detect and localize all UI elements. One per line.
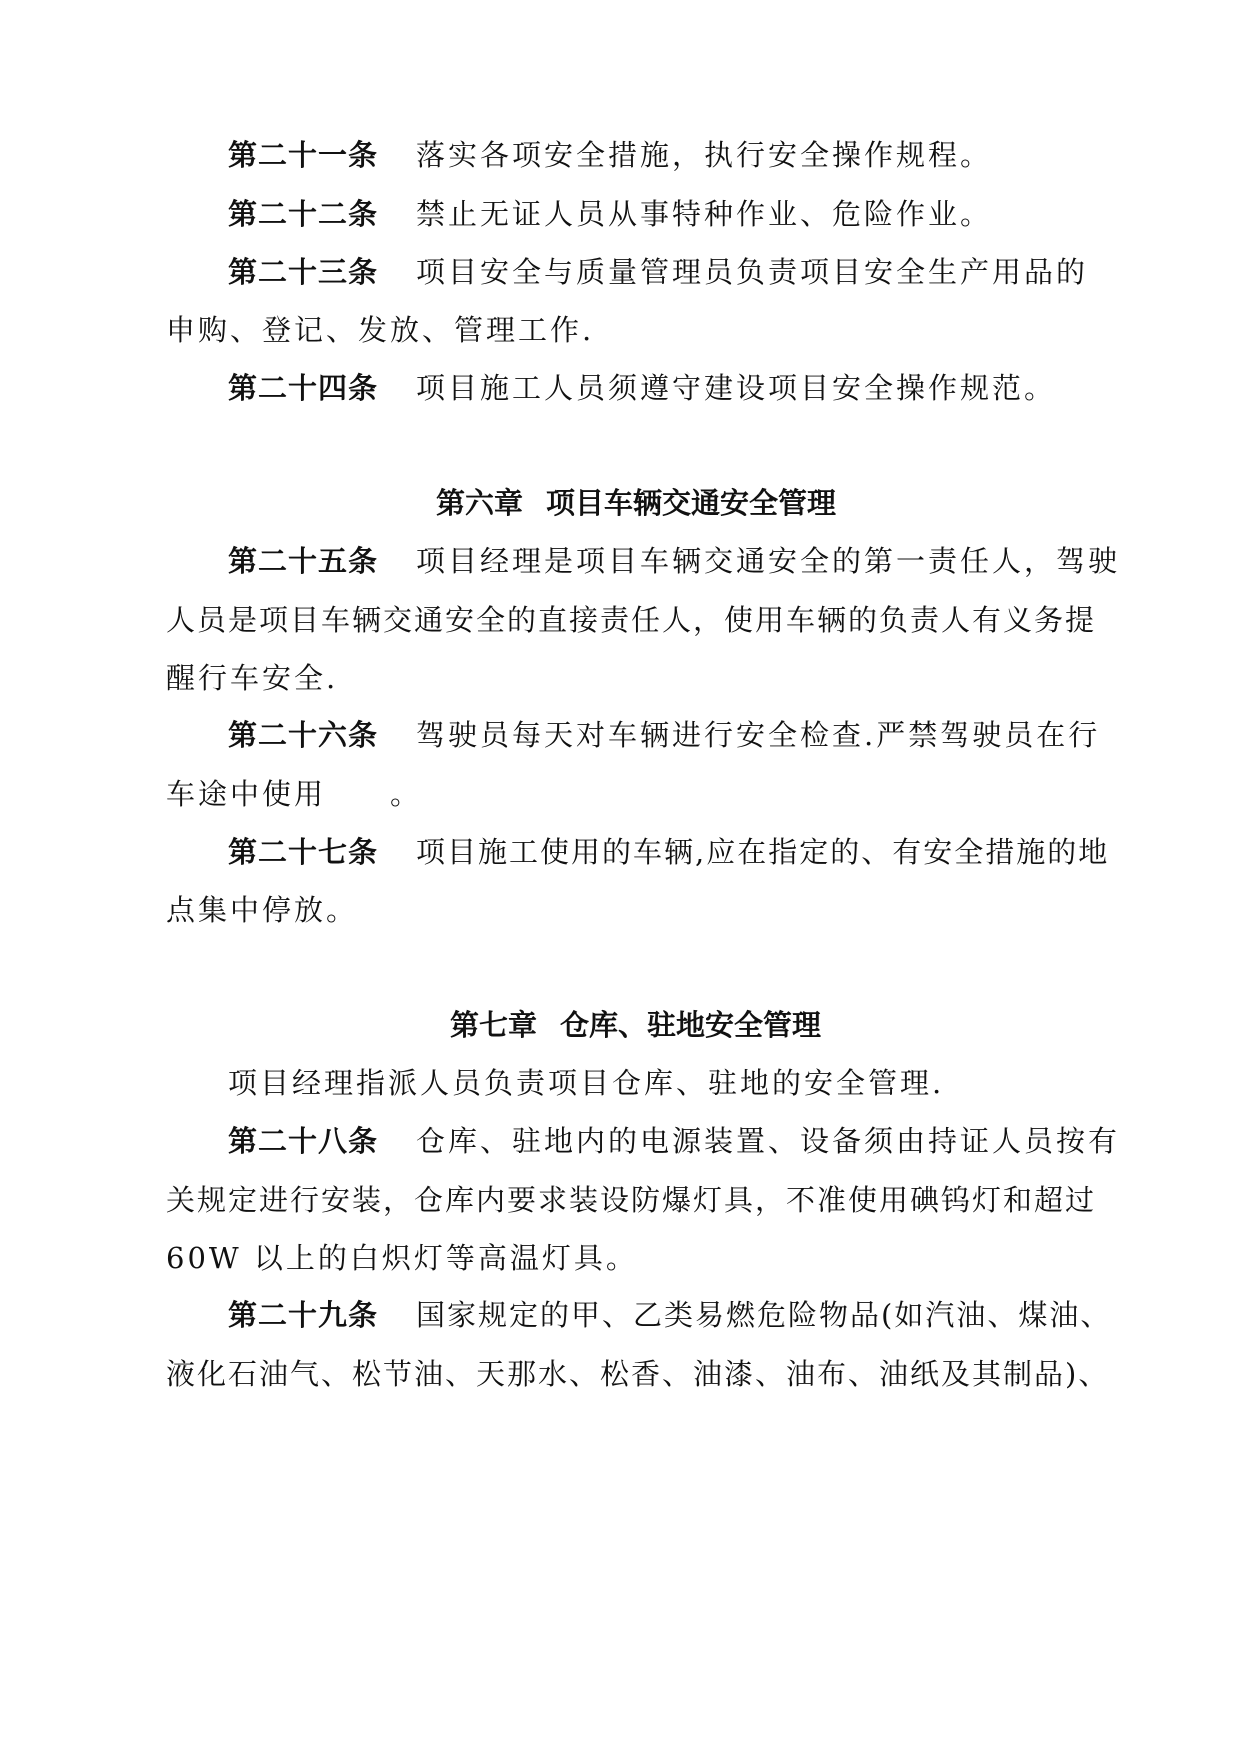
article-text: 液化石油气、松节油、天那水、松香、油漆、油布、油纸及其制品)、	[166, 1357, 1110, 1391]
article-number: 第二十三条	[228, 255, 379, 289]
article-number: 第二十六条	[228, 718, 379, 752]
article-number: 第二十五条	[228, 544, 379, 578]
article-25-continuation-1	[0, 590, 1241, 650]
intro-text: 项目经理指派人员负责项目仓库、驻地的安全管理.	[228, 1066, 945, 1100]
article-text: 驾驶员每天对车辆进行安全检查.严禁驾驶员在行	[416, 718, 1101, 752]
article-text: 仓库、驻地内的电源装置、设备须由持证人员按有	[416, 1124, 1121, 1158]
article-number: 第二十八条	[228, 1124, 379, 1158]
chapter-7-intro	[0, 1053, 1241, 1113]
article-text: 人员是项目车辆交通安全的直接责任人，使用车辆的负责人有义务提	[166, 603, 1097, 637]
article-25-continuation-2	[0, 648, 1241, 708]
chapter-title: 项目车辆交通安全管理	[546, 486, 837, 520]
article-number: 第二十四条	[228, 371, 379, 405]
article-number: 第二十一条	[228, 138, 379, 172]
article-text: 点集中停放。	[166, 893, 359, 927]
article-22	[0, 184, 1241, 244]
chapter-6-heading	[0, 473, 1241, 533]
article-number: 第二十二条	[228, 197, 379, 231]
article-28-continuation-2	[0, 1228, 1241, 1288]
article-text: 落实各项安全措施，执行安全操作规程。	[416, 138, 993, 172]
article-28-continuation-1	[0, 1170, 1241, 1230]
article-text: 项目经理是项目车辆交通安全的第一责任人，驾驶	[416, 544, 1121, 578]
article-text: 申购、登记、发放、管理工作.	[166, 313, 595, 347]
article-29-continuation	[0, 1344, 1241, 1404]
article-text: 车途中使用 。	[166, 777, 423, 811]
article-23-continuation	[0, 300, 1241, 360]
article-23	[0, 242, 1241, 302]
article-text: 国家规定的甲、乙类易燃危险物品(如汽油、煤油、	[416, 1298, 1112, 1332]
article-29	[0, 1285, 1241, 1345]
article-27	[0, 822, 1241, 882]
article-25	[0, 531, 1241, 591]
article-text: 项目施工人员须遵守建设项目安全操作规范。	[416, 371, 1057, 405]
article-number: 第二十九条	[228, 1298, 379, 1332]
article-26	[0, 705, 1241, 765]
article-28	[0, 1111, 1241, 1171]
article-26-continuation	[0, 764, 1241, 824]
article-text: 项目安全与质量管理员负责项目安全生产用品的	[416, 255, 1089, 289]
article-text: 禁止无证人员从事特种作业、危险作业。	[416, 197, 993, 231]
article-24	[0, 358, 1241, 418]
chapter-number: 第七章	[450, 1008, 538, 1042]
chapter-number: 第六章	[436, 486, 524, 520]
article-text: 关规定进行安装，仓库内要求装设防爆灯具，不准使用碘钨灯和超过	[166, 1183, 1097, 1217]
article-text: 60W 以上的白炽灯等高温灯具。	[166, 1241, 638, 1275]
article-text: 醒行车安全.	[166, 661, 339, 695]
article-21	[0, 125, 1241, 185]
chapter-7-heading	[0, 995, 1241, 1055]
article-number: 第二十七条	[228, 835, 379, 869]
article-text: 项目施工使用的车辆,应在指定的、有安全措施的地	[416, 835, 1110, 869]
chapter-title: 仓库、驻地安全管理	[560, 1008, 822, 1042]
article-27-continuation	[0, 880, 1241, 940]
